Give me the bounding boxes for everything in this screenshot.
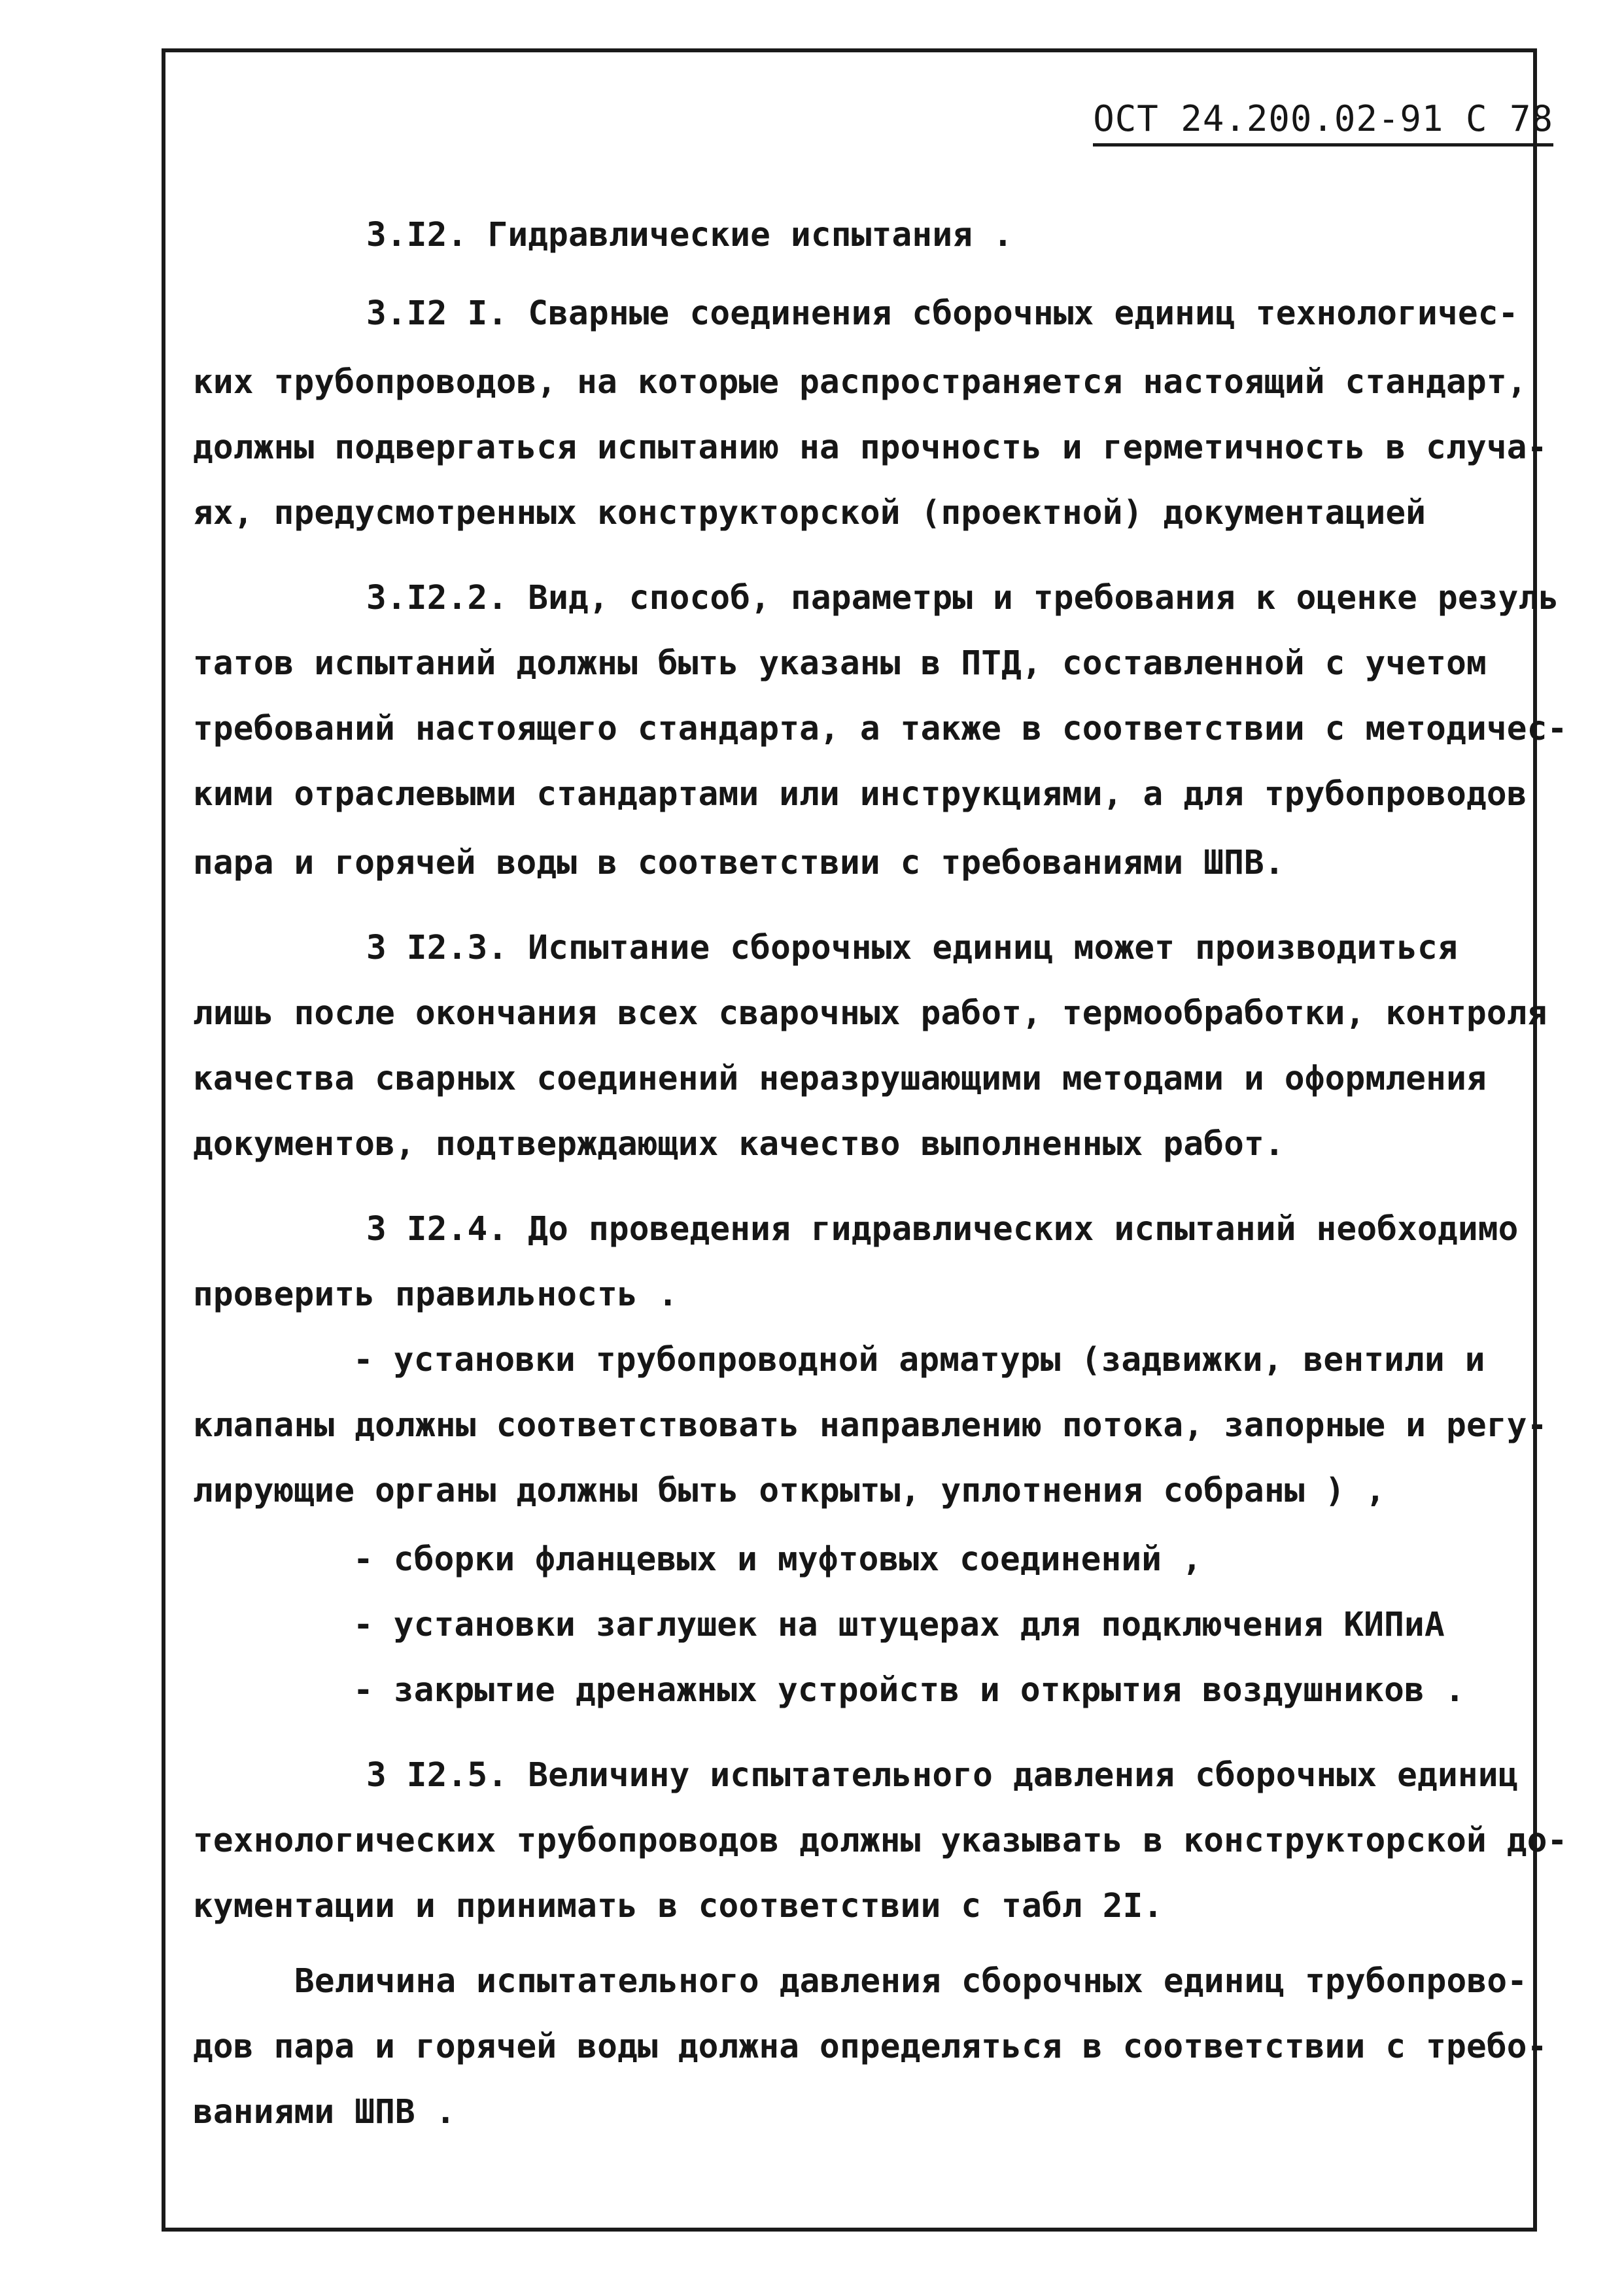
text-line: дов пара и горячей воды должна определяться в соответствии с требо-	[193, 2028, 1547, 2066]
text-line: ях, предусмотренных конструкторской (проектной) документацией	[193, 494, 1426, 532]
list-item: - установки заглушек на штуцерах для подключения КИПиА	[353, 1606, 1445, 1644]
text-line: требований настоящего стандарта, а также в соответствии с методичес-	[193, 710, 1568, 748]
text-line: пара и горячей воды в соответствии с требованиями ШПВ.	[193, 844, 1285, 882]
text-line: качества сварных соединений неразрушающими методами и оформления	[193, 1060, 1487, 1098]
text-line: 3 I2.4. До проведения гидравлических испытаний необходимо	[366, 1210, 1519, 1249]
section-title: 3.I2. Гидравлические испытания .	[366, 216, 1013, 254]
text-line: кументации и принимать в соответствии с табл 2I.	[193, 1887, 1164, 1925]
text-line: проверить правильность .	[193, 1275, 678, 1314]
text-line: 3.I2.2. Вид, способ, параметры и требования к оценке резуль	[366, 579, 1559, 617]
list-item: - сборки фланцевых и муфтовых соединений ,	[353, 1540, 1202, 1579]
list-item: - установки трубопроводной арматуры (задвижки, вентили и	[353, 1341, 1485, 1379]
text-line: ваниями ШПВ .	[193, 2093, 456, 2131]
list-item: - закрытие дренажных устройств и открытия воздушников .	[353, 1671, 1465, 1710]
text-line: лишь после окончания всех сварочных работ, термообработки, контроля	[193, 994, 1547, 1033]
text-line: ких трубопроводов, на которые распространяется настоящий стандарт,	[193, 363, 1527, 402]
text-line: лирующие органы должны быть открыты, уплотнения собраны ) ,	[193, 1472, 1386, 1510]
text-line: 3 I2.3. Испытание сборочных единиц может производиться	[366, 929, 1458, 967]
text-line: клапаны должны соответствовать направлению потока, запорные и регу-	[193, 1406, 1547, 1445]
text-line: 3.I2 I. Сварные соединения сборочных единиц технологичес-	[366, 294, 1519, 333]
document-code: ОСТ 24.200.02-91 С 78	[1093, 98, 1553, 147]
text-line: 3 I2.5. Величину испытательного давления сборочных единиц	[366, 1756, 1519, 1795]
text-line: должны подвергаться испытанию на прочность и герметичность в случа-	[193, 428, 1547, 467]
text-line: документов, подтверждающих качество выполненных работ.	[193, 1125, 1285, 1164]
text-line: технологических трубопроводов должны указывать в конструкторской до-	[193, 1821, 1568, 1860]
text-line: Величина испытательного давления сборочных единиц трубопрово-	[294, 1962, 1528, 2001]
text-line: кими отраслевыми стандартами или инструкциями, а для трубопроводов	[193, 775, 1527, 814]
text-line: татов испытаний должны быть указаны в ПТД, составленной с учетом	[193, 644, 1487, 683]
